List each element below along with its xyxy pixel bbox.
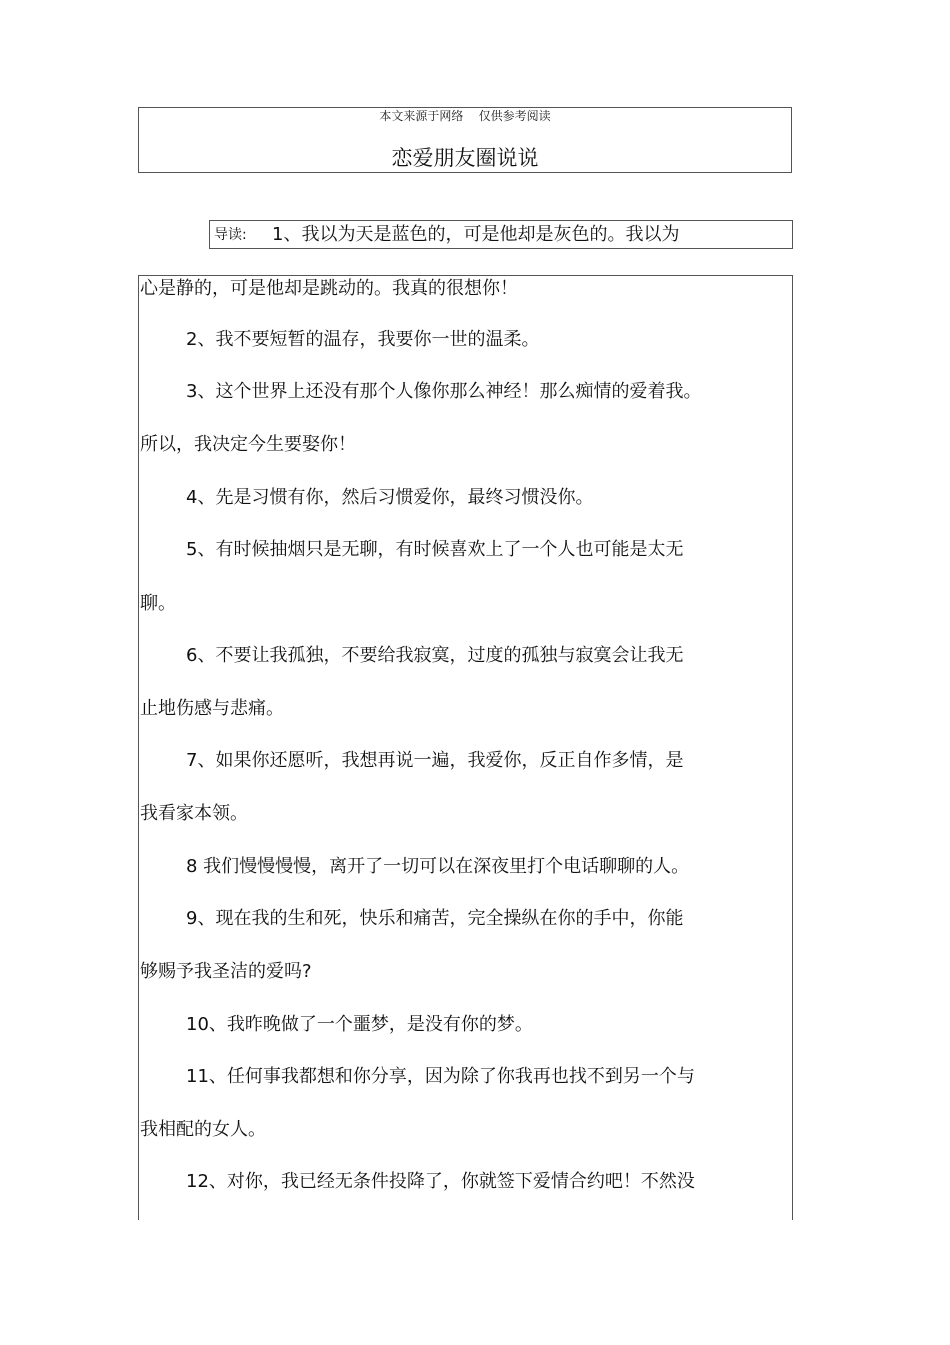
body-line: 7、如果你还愿听，我想再说一遍，我爱你，反正自作多情，是 <box>186 750 684 771</box>
source-note: 本文来源于网络 仅供参考阅读 <box>379 109 551 123</box>
body-line: 6、不要让我孤独，不要给我寂寞，过度的孤独与寂寞会让我无 <box>186 645 684 666</box>
document-title: 恋爱朋友圈说说 <box>391 146 539 170</box>
body-line: 我看家本领。 <box>140 803 248 824</box>
body-line: 4、先是习惯有你，然后习惯爱你，最终习惯没你。 <box>186 487 594 508</box>
body-line: 够赐予我圣洁的爱吗? <box>140 961 312 982</box>
body-line: 11、任何事我都想和你分享，因为除了你我再也找不到另一个与 <box>186 1066 695 1087</box>
intro-label: 导读: <box>214 227 247 243</box>
body-line: 3、这个世界上还没有那个人像你那么神经！那么痴情的爱着我。 <box>186 381 702 402</box>
body-line: 5、有时候抽烟只是无聊，有时候喜欢上了一个人也可能是太无 <box>186 539 684 560</box>
body-line: 所以，我决定今生要娶你！ <box>140 434 356 455</box>
body-line: 心是静的，可是他却是跳动的。我真的很想你！ <box>140 278 518 299</box>
body-line: 2、我不要短暂的温存，我要你一世的温柔。 <box>186 329 540 350</box>
body-line: 10、我昨晚做了一个噩梦，是没有你的梦。 <box>186 1014 533 1035</box>
body-line: 我相配的女人。 <box>140 1119 266 1140</box>
header-box <box>138 107 792 173</box>
intro-box <box>209 220 793 249</box>
body-line: 9、现在我的生和死，快乐和痛苦，完全操纵在你的手中，你能 <box>186 908 684 929</box>
intro-text: 1、我以为天是蓝色的，可是他却是灰色的。我以为 <box>272 224 680 245</box>
body-line: 12、对你，我已经无条件投降了，你就签下爱情合约吧！不然没 <box>186 1171 695 1192</box>
body-line: 止地伤感与悲痛。 <box>140 698 284 719</box>
body-line: 8 我们慢慢慢慢，离开了一切可以在深夜里打个电话聊聊的人。 <box>186 856 690 877</box>
body-line: 聊。 <box>140 593 176 614</box>
